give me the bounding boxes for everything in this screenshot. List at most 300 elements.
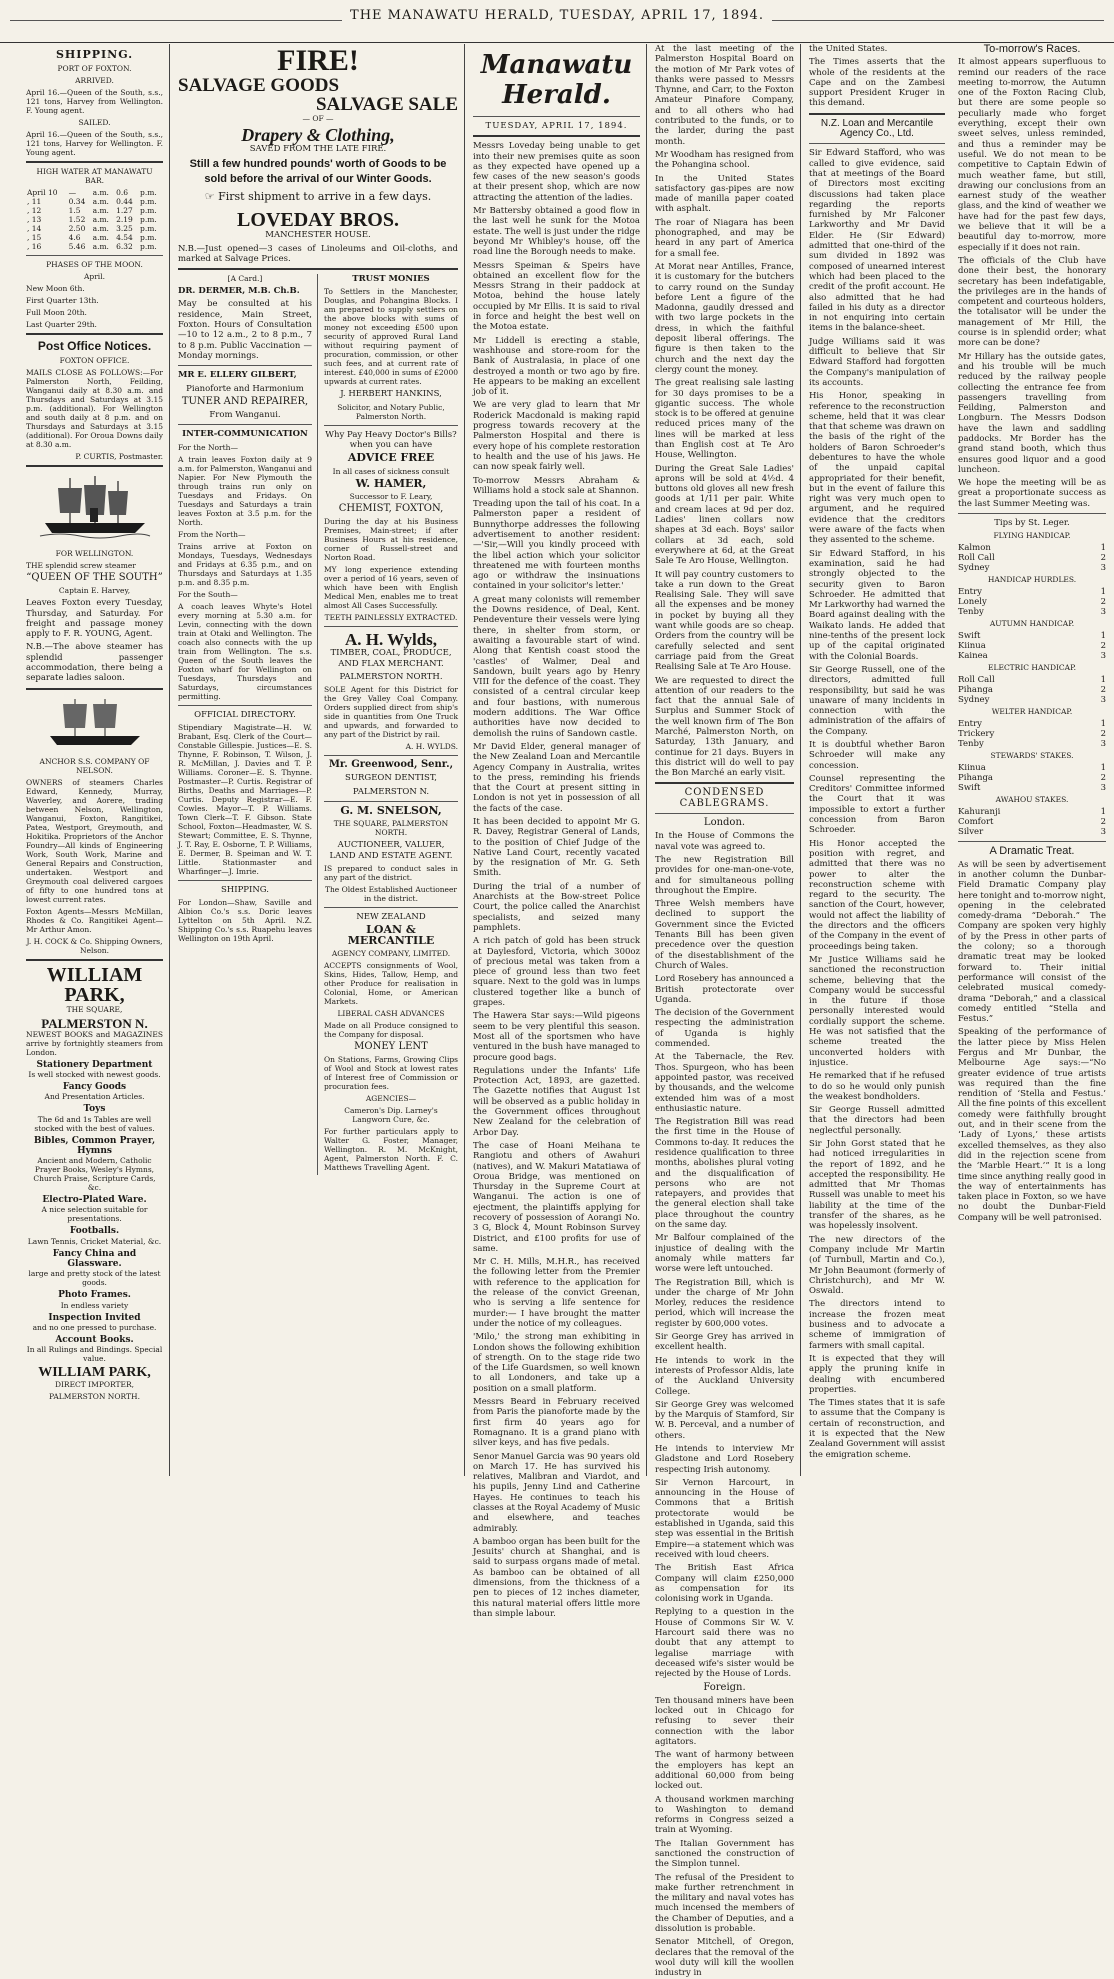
po-title: Post Office Notices. <box>37 339 152 353</box>
saved-text: SAVED FROM THE LATE FIRE. <box>249 144 387 154</box>
article-paragraph: the United States. <box>809 44 888 54</box>
news-paragraphs <box>473 141 640 1619</box>
sole-text: SOLE Agent for this District for the Grey Valley Coal Company. Orders supplied direct from ship's side in quantities from One Truck and upwards, and forwarded to any part of the District by rail. <box>324 685 458 740</box>
dermer-text: May be consulted at his residence, Main Street, Foxton. Hours of Consultation—10 to 12 a.m., 2 to 8 p.m., 7 to 8 p.m. Public Vaccination — Monday mornings. <box>178 299 312 361</box>
tips-heading: Tips by St. Leger. <box>994 518 1070 529</box>
steamer-intro: THE splendid screw steamer <box>26 561 136 570</box>
article-paragraph: A thousand workmen marching to Washington to demand reforms in Congress seized a train at Wyoming. <box>655 1794 794 1836</box>
tuner-heading: TUNER AND REPAIRER, <box>181 395 309 407</box>
wp-item-heading: Bibles, Common Prayer, Hymns <box>33 1135 156 1156</box>
tip-horse: Silver <box>958 827 984 838</box>
wp-item-text: A nice selection suitable for presentations. <box>41 1205 148 1224</box>
tip-place: 3 <box>1100 607 1106 618</box>
newspaper-title: Manawatu Herald. <box>480 50 633 110</box>
wp-item-text: The 6d and 1s Tables are well stocked with the best of values. <box>34 1114 155 1133</box>
tide-cell: 0.34 <box>68 197 86 206</box>
cable-heading: CONDENSED CABLEGRAMS. <box>679 787 770 809</box>
auctioneer-text: AUCTIONEER, VALUER, LAND AND ESTATE AGENT. <box>329 840 453 861</box>
tip-horse: Sydney <box>958 695 990 706</box>
article-paragraph: We hope the meeting will be as great a proportionate success as the last Summer Meeting was. <box>958 478 1106 509</box>
article-paragraph: The Registration Bill, which is under the charge of Mr John Morley, reduces the residence period, which will increase the register by 600,000 votes. <box>655 1277 794 1329</box>
wp-town: PALMERSTON N. <box>41 1015 148 1031</box>
tide-row <box>26 197 163 206</box>
tip-row <box>958 543 1106 553</box>
divider <box>324 907 458 908</box>
port-heading: PORT OF FOXTON. <box>57 64 132 73</box>
advice-heading: ADVICE FREE <box>347 451 435 465</box>
palmerston-heading: PALMERSTON NORTH. <box>339 671 443 682</box>
loan-heading: LOAN & MERCANTILE <box>347 923 435 947</box>
article-paragraph: The Times asserts that the whole of the residents at the Cape and on the Zambesi support President Kruger in this demand. <box>809 57 945 109</box>
divider <box>26 465 163 467</box>
palmerston-n: PALMERSTON N. <box>352 786 430 797</box>
tip-place: 3 <box>1100 783 1106 794</box>
tip-horse: Tenby <box>958 739 984 750</box>
article-paragraph: The Times states that it is safe to assume that the Company is certain of reconstruction, and it is expected that the New Zealand Government will assist the emigration scheme. <box>809 1398 945 1460</box>
tip-place: 3 <box>1100 827 1106 838</box>
tide-cell: 3.25 <box>116 224 133 233</box>
divider <box>324 801 458 802</box>
tide-cell: , 14 <box>27 224 42 233</box>
article-paragraph: The British East Africa Company will claim £250,000 as compensation for its colonising work in Uganda. <box>655 1563 794 1605</box>
issue-date: TUESDAY, APRIL 17, 1894. <box>485 121 628 131</box>
article-paragraph: Messrs Speiman & Speirs have obtained an excellent flow for the Messrs Strang in their paddock at Motoa, behind the house lately occupied by Mr Ellis. It is said to rival in force and height the best well on the Motoa estate. <box>473 260 640 333</box>
divider <box>26 161 163 163</box>
article-paragraph: The new directors of the Company include Mr Martin (of Turnbull, Martin and Co.), Mr John Beaumont (formerly of Christchurch), and Mr W. Oswald. <box>809 1234 945 1297</box>
news-paragraphs <box>655 44 794 778</box>
surgeon-text: SURGEON DENTIST, <box>345 773 437 784</box>
tip-row <box>958 695 1106 705</box>
tip-horse: Sydney <box>958 563 990 574</box>
tip-horse: Kalmon <box>958 543 991 554</box>
article-paragraph: Sir Vernon Harcourt, in announcing in the House of Commons that a British protectorate would be established in Uganda, said this step was essential in the British Empire—a statement which was received with loud cheers. <box>655 1477 794 1560</box>
tide-cell: , 13 <box>27 215 42 224</box>
shipping-title: SHIPPING. <box>55 48 134 61</box>
cases-text: In all cases of sickness consult <box>332 466 450 476</box>
divider <box>178 880 312 881</box>
tip-horse: Comfort <box>958 817 994 828</box>
tide-cell: , 16 <box>27 242 42 251</box>
moon-line: New Moon 6th. <box>26 284 85 293</box>
tide-cell: p.m. <box>140 197 157 206</box>
trust-heading: TRUST MONIES <box>352 274 430 285</box>
gilbert-text: Pianoforte and Harmonium <box>186 383 304 394</box>
manchester-house: MANCHESTER HOUSE. <box>265 230 371 241</box>
tip-horse: Roll Call <box>958 675 995 686</box>
moon-line: First Quarter 13th. <box>26 296 99 305</box>
article-paragraph: Treading upon the tail of his coat. In a Palmerston paper a resident of Bunnythorpe addresses the following advertisement to another resident:—'Sir,—Will you kindly proceed with the libel action which your solicitor threatened me with fourteen months ago or withdraw the insinuations contained in your solicitor's letter.' <box>473 499 640 592</box>
liberal-heading: LIBERAL CASH ADVANCES <box>337 1008 445 1018</box>
races-heading: To-morrow's Races. <box>983 43 1081 55</box>
north-text: A train leaves Foxton daily at 9 a.m. for Palmerston, Wanganui and Napier. For New Plymouth the through trains run only on Tuesdays and Fridays. On Tuesdays and Saturdays a train leaves Foxton at 3.5 p.m. for the North. <box>178 454 312 527</box>
article-paragraph: His Honor, speaking in reference to the reconstruction scheme, held that it was clear that that scheme was drawn on the basis of the right of the holders of Baron Schroeder's debentures to have the whole of the unpaid capital appropriated for their benefit, but in the event of failure this right was very much open to argument, and he required evidence that the creditors were aware of the facts when they assented to the scheme. <box>809 391 945 546</box>
hankins-sub: Solicitor, and Notary Public, Palmerston North. <box>337 402 445 421</box>
tide-cell: 4.6 <box>68 233 81 242</box>
divider <box>324 755 458 756</box>
divider <box>473 135 640 137</box>
article-paragraph: It is doubtful whether Baron Schroeder will make any concession. <box>809 740 945 771</box>
wp-item-heading: Footballs. <box>69 1226 120 1237</box>
article-paragraph: Judge Williams said it was difficult to believe that Sir Edward Stafford had forgotten the Company's manipulation of its accounts. <box>809 336 945 388</box>
article-paragraph: At the last meeting of the Palmerston Hospital Board on the motion of Mr Park votes of thanks were passed to Messrs Thynne, and Carr, to the Foxton Amateur Pinafore Company, and to all others who had contributed to the funds, or to the larder, during the past month. <box>655 44 794 147</box>
nb-text: N.B.—Just opened—3 cases of Linoleums and Oil-cloths, and marked at Salvage Prices. <box>178 243 458 264</box>
nz-loan-heading: N.Z. Loan and Mercantile Agency Co., Ltd. <box>820 117 934 140</box>
column-2 <box>172 44 465 1476</box>
tide-row <box>26 224 163 233</box>
tide-cell: a.m. <box>92 233 109 242</box>
tide-cell: 1.5 <box>68 206 81 215</box>
tide-cell: a.m. <box>92 188 109 197</box>
tide-cell: 1.27 <box>116 206 133 215</box>
article-paragraph: In the United States satisfactory gas-pipes are now made of manilla paper coated with asphalt. <box>655 173 794 215</box>
article-paragraph: Messrs Beard in February received from Paris the pianoforte made by the first firm 40 years ago for Romagnano. It is a grand piano with silver keys, and has five pedals. <box>473 1397 640 1449</box>
tip-row <box>958 631 1106 641</box>
divider <box>26 688 163 690</box>
tip-place: 1 <box>1100 675 1106 686</box>
tide-cell: p.m. <box>140 206 157 215</box>
column-3 <box>467 44 647 1619</box>
tip-race-name: WELTER HANDICAP. <box>991 707 1073 717</box>
greenwood-heading: Mr. Greenwood, Senr., <box>328 759 454 771</box>
masthead-title-text: THE MANAWATU HERALD, TUESDAY, APRIL 17, 1894. <box>342 8 772 23</box>
article-paragraph: The directors intend to increase the frozen meat business and to advocate a scheme of immigration of farmers with small capital. <box>809 1299 945 1351</box>
divider <box>178 424 312 425</box>
foreign-heading: Foreign. <box>703 1681 746 1693</box>
masthead <box>0 0 1114 43</box>
article-paragraph: Sir Edward Stafford, who was called to give evidence, said that at meetings of the Board of Directors most exciting discussions had taken place regarding the reports furnished by Mr Falconer Larkworthy and Mr David Elder. He (Sir Edward) admitted that one-third of the sum divided in 1892 was composed of unearned interest which had been placed to the credit of the profit account. He also admitted that he had failed in his duty as a director in not enquiring into certain items in the balance-sheet. <box>809 148 945 334</box>
tip-place: 2 <box>1100 597 1106 608</box>
tide-cell: 2.19 <box>116 215 133 224</box>
article-paragraph: A rich patch of gold has been struck at Daylesford, Victoria, which 300oz of precious metal was taken from a piece of ground less than two feet square. Next to the gold was in lumps clustered together like a bunch of grapes. <box>473 936 640 1009</box>
nz-heading: NEW ZEALAND <box>356 911 426 922</box>
article-paragraph: Three Welsh members have declined to support the Government since the Evicted Tenants Bill has been given precedence over the question of the disestablishment of the Church of Wales. <box>655 899 794 971</box>
tip-horse: Roll Call <box>958 553 995 564</box>
nz-loan-paragraphs <box>809 148 945 1460</box>
divider <box>809 113 945 115</box>
is-prepared-text: IS prepared to conduct sales in any part of the district. <box>324 863 458 882</box>
divider <box>26 333 163 335</box>
two-column-ads <box>178 274 458 1175</box>
timber-text: TIMBER, COAL, PRODUCE, AND FLAX MERCHANT. <box>330 648 452 669</box>
tip-horse: Pihanga <box>958 773 993 784</box>
article-paragraph: In the House of Commons the naval vote was agreed to. <box>655 831 794 852</box>
still-text: Still a few hundred pounds' worth of Goods to be sold before the arrival of our Winter Goods. <box>189 158 447 186</box>
tip-row <box>958 783 1106 793</box>
first-shipment-text: First shipment to arrive in a few days. <box>218 190 432 204</box>
article-paragraph: The case of Hoani Meihana te Rangiotu and others of Awahuri (natives), and W. Makuri Matatiawa of Oroua Bridge, was mentioned on Thursday in the Supreme Court at Wanganui. The action is one of ejectment, the plaintiffs applying for recovery of possession of Aorangi No. 3 G, Block 4, Mount Robinson Survey District, and £100 profits for use of same. <box>473 1140 640 1254</box>
card-label: [A Card.] <box>227 274 263 284</box>
wp-footer-town: PALMERSTON NORTH. <box>49 1392 140 1402</box>
from-wanganui: From Wanganui. <box>209 410 281 421</box>
treat-paragraphs <box>958 860 1106 1223</box>
tip-row <box>958 827 1106 837</box>
arrived-label: ARRIVED. <box>75 76 114 85</box>
article-paragraph: Counsel representing the Creditors' Committee informed the Court that it was impossible to extort a further concession from Baron Schroeder. <box>809 773 945 836</box>
tide-cell: a.m. <box>92 197 109 206</box>
south-text: A coach leaves Whyte's Hotel every morning at 5.30 a.m. for Levin, connecting with the down train at Otaki and Wellington. The coach also connects with the up train from Wellington. The s.s. Queen of the South leaves the Foxton wharf for Wellington on Tuesdays, Thursdays and Saturdays, circumstances permitting. <box>178 601 312 701</box>
tide-cell: — <box>68 188 77 197</box>
article-paragraph: As will be seen by advertisement in another column the Dunbar-Field Dramatic Company play here tonight and to-morrow night, opening in the celebrated comedy-drama “Deborah.” The Company are spoken very highly of by the Press in other parts of the colony; so a thorough dramatic treat may be looked forward to. Their initial performance will consist of the celebrated musical comedy-drama “Deborah,” and a classical comedy entitled “Stella and Festus.” <box>958 859 1106 1025</box>
tip-row <box>958 597 1106 607</box>
agencies-text: Cameron's Dip. Larney's Langworn Cure, &c. <box>344 1106 438 1125</box>
tide-cell: p.m. <box>140 188 157 197</box>
foreign-paragraphs <box>655 1696 794 1979</box>
divider <box>655 813 794 814</box>
tip-place: 1 <box>1100 587 1106 598</box>
tide-row <box>26 242 163 251</box>
first-shipment <box>178 190 458 204</box>
wp-text: NEWEST BOOKS and MAGAZINES arrive by fortnightly steamers from London. <box>26 1029 163 1057</box>
chemist-text: During the day at his Business Premises, Main-street; if after Business Hours at his residence, corner of Russell-street and Norton Road. <box>324 517 458 563</box>
po-text: MAILS CLOSE AS FOLLOWS:—For Palmerston North, Feilding, Wanganui daily at 8.30 a.m. and Thursdays and Saturdays at 3.15 p.m. (additional). For Wellington and south daily at 8 p.m. and on Thursdays and Saturdays at 3.15 (additional). For Oroua Downs daily at 8.30 a.m. <box>26 368 163 449</box>
article-paragraph: The great realising sale lasting for 30 days promises to be a gigantic success. The whole stock is to be offered at genuine reduced prices many of the lines will be marked at less than English cost at Te Aro House, Wellington. <box>655 378 794 461</box>
article-paragraph: He remarked that if he refused to do so he would only punish the weakest bondholders. <box>809 1071 945 1102</box>
tide-cell: 0.44 <box>116 197 133 206</box>
salvage-goods: SALVAGE GOODS <box>178 75 340 96</box>
tide-cell: a.m. <box>92 206 109 215</box>
tip-horse: Entry <box>958 719 982 730</box>
arrived-text: April 16.—Queen of the South, s.s., 121 tons, Harvey from Wellington. F. Young agent. <box>26 88 163 115</box>
wp-item-text: large and pretty stock of the latest goods. <box>28 1269 161 1288</box>
wp-item-heading: Account Books. <box>55 1334 134 1345</box>
wylds-signature: A. H. WYLDS. <box>405 742 458 752</box>
article-paragraph: Mr Justice Williams said he sanctioned the reconstruction scheme, believing that the Company would be successful in the future if those personally interested would cordially support the scheme. He was not satisfied that the scheme treated the unconverted holders with injustice. <box>809 954 945 1068</box>
inter-heading: INTER-COMMUNICATION <box>182 429 308 440</box>
tip-horse: Kiinua <box>958 763 986 774</box>
article-paragraph: To-morrow Messrs Abraham & Williams hold a stock sale at Shannon. <box>473 475 640 496</box>
tip-row <box>958 817 1106 827</box>
tide-cell: a.m. <box>92 215 109 224</box>
further-text: For further particulars apply to Walter G. Foster, Manager, Wellington. R. M. McKnight, Agent, Palmerston North. F. C. Matthews Travelling Agent. <box>324 1127 458 1173</box>
for-north-label: For the North— <box>178 442 238 452</box>
divider <box>473 116 640 117</box>
tip-horse: Tenby <box>958 607 984 618</box>
tip-row <box>958 685 1106 695</box>
dermer-heading: DR. DERMER, M.B. Ch.B. <box>178 286 300 297</box>
tip-horse: Pihanga <box>958 685 993 696</box>
wp-item-text: In all Rulings and Bindings. Special value. <box>26 1345 163 1364</box>
column-5 <box>803 44 951 1476</box>
agencies-heading: AGENCIES— <box>365 1094 417 1104</box>
divider <box>655 782 794 784</box>
tip-horse: Lonely <box>958 597 987 608</box>
tide-table <box>26 188 163 251</box>
races-paragraphs <box>958 57 1106 509</box>
tide-cell: , 12 <box>27 206 42 215</box>
masthead-title <box>0 8 1114 23</box>
london-heading: London. <box>703 817 746 829</box>
tip-horse: Kiinua <box>958 641 986 652</box>
tide-cell: 4.54 <box>116 233 133 242</box>
column-4 <box>649 44 801 1979</box>
tip-row <box>958 729 1106 739</box>
wp-item-text: Is well stocked with newest goods. <box>28 1069 161 1079</box>
tip-row <box>958 641 1106 651</box>
london-text: For London—Shaw, Saville and Albion Co.'s s.s. Doric leaves Lyttelton on 5th April. N.Z. Shipping Co.'s s.s. Ruapehu leaves Wellington on 19th April. <box>178 898 312 944</box>
drapery-heading: Drapery & Clothing, <box>241 125 395 145</box>
article-paragraph: During the trial of a number of Anarchists at the Bow-street Police Court, the police called the Anarchist specialists, and seized many pamphlets. <box>473 881 640 933</box>
tip-horse: Kainea <box>958 651 988 662</box>
tip-race-name: AWAHOU STAKES. <box>995 795 1069 805</box>
article-paragraph: Sir George Russell admitted that the directors had been neglectful personally. <box>809 1105 945 1136</box>
why-text: Why Pay Heavy Doctor's Bills? when you can have <box>325 429 457 451</box>
made-text: Made on all Produce consigned to the Company for disposal. <box>324 1020 458 1039</box>
wp-item-text: Lawn Tennis, Cricket Material, &c. <box>27 1236 162 1246</box>
divider <box>26 959 163 961</box>
tide-title: HIGH WATER AT MANAWATU BAR. <box>36 167 153 185</box>
wp-item-text: and no one pressed to purchase. <box>32 1322 157 1332</box>
wp-item-heading: Inspection Invited <box>48 1312 141 1323</box>
pointing-hand-icon: ☞ <box>204 190 219 204</box>
anchor-text: OWNERS of steamers Charles Edward, Kennedy, Murray, Waverley, and Aorere, trading between Nelson, Wellington, Wanganui, Foxton, Rangitikei, Patea, Westport, Greymouth, and Hokitika. Proprietors of the Anchor Foundry—All kinds of Engineering Work, South Work, Marine and General Repairs and Construction, undertaken. Westport and Greymouth coal delivered cargoes of fifty to one hundred tons at lowest current rates. <box>26 777 163 904</box>
tide-cell: 5.46 <box>68 242 86 251</box>
article-paragraph: The Registration Bill was read the first time in the House of Commons to-day. It reduces the residence qualification to three months, abolishes plural voting and the disqualification of persons who are not ratepayers, and provides that the general election shall take place throughout the country on the same day. <box>655 1117 794 1231</box>
tip-place: 1 <box>1100 763 1106 774</box>
tip-horse: Swift <box>958 631 981 642</box>
article-paragraph: The new Registration Bill provides for one-man-one-vote, and for simultaneous polling throughout the Empire. <box>655 854 794 896</box>
loan-sub: AGENCY COMPANY, LIMITED. <box>331 948 451 958</box>
tip-race-name: ELECTRIC HANDICAP. <box>988 663 1076 673</box>
for-wellington: FOR WELLINGTON. <box>55 549 134 558</box>
article-paragraph: He intends to interview Mr Gladstone and Lord Rosebery respecting Irish autonomy. <box>655 1444 794 1475</box>
right-ads <box>324 274 458 1175</box>
divider <box>958 513 1106 514</box>
article-paragraph: 'Milo,' the strong man exhibiting in London shows the following exhibition of strength. On to the stage ride two of the Life Guardsmen, so well known to all Londoners, and take up a position on a small platform. <box>473 1332 640 1394</box>
po-signature: P. CURTIS, Postmaster. <box>75 452 163 461</box>
article-paragraph: Sir George Grey was welcomed by the Marquis of Stamford, Sir W. B. Perceval, and a number of others. <box>655 1399 794 1441</box>
article-paragraph: Sir Edward Stafford, in his examination, said he had strongly objected to the security given to Baron Schroeder. He admitted that Mr Larkworthy had warned the Board against dealing with the Waikato lands. He added that nine-tenths of the present lock up of the capital originated with the Colonial Boards. <box>809 548 945 662</box>
article-paragraph: It is expected that they will apply the pruning knife in dealing with encumbered properties. <box>809 1353 945 1395</box>
salvage-sale: SALVAGE SALE <box>315 94 458 115</box>
steamer-text: Leaves Foxton every Tuesday, Thursday, and Saturday. For freight and passage money apply to F. R. YOUNG, Agent. <box>26 598 163 640</box>
wp-footer-name: WILLIAM PARK, <box>38 1365 151 1381</box>
anchor-signature: J. H. COCK & Co. Shipping Owners, Nelson. <box>26 936 163 955</box>
article-paragraph: Sir George Russell, one of the directors, admitted full responsibility, but said he was unaware of many incidents in connection with the administration of the affairs of the Company. <box>809 664 945 737</box>
tip-row <box>958 651 1106 661</box>
tide-cell: 1.52 <box>68 215 86 224</box>
gilbert-heading: MR E. ELLERY GILBERT, <box>178 370 297 381</box>
wp-item-text: And Presentation Articles. <box>44 1092 145 1102</box>
article-paragraph: It will pay country customers to take a run down to the Great Realising Sale. They will save all the expenses and be money in pocket by buying all they want while goods are so cheap. Orders from the country will be carefully selected and sent carriage paid from the Great Realising Sale at Te Aro House. <box>655 569 794 673</box>
article-paragraph: Mr David Elder, general manager of the New Zealand Loan and Mercantile Agency Company in Australia, writes to the press, reminding his friends that the Court at present sitting in London is not yet in possession of all the facts of the case. <box>473 741 640 814</box>
snelson-sub: THE SQUARE, PALMERSTON NORTH. <box>333 819 449 838</box>
tip-row <box>958 807 1106 817</box>
wp-item-heading: Electro-Plated Ware. <box>42 1195 147 1206</box>
london-paragraphs <box>655 831 794 1679</box>
po-sub: FOXTON OFFICE. <box>59 356 130 365</box>
article-paragraph: Replying to a question in the House of Commons Sir W. V. Harcourt said there was no doubt that any attempt to legalise marriage with deceased wife's sister would be rejected by the House of Lords. <box>655 1607 794 1680</box>
tide-cell: , 15 <box>27 233 42 242</box>
article-paragraph: The roar of Niagara has been phonographed, and may be heard in any part of America for a small fee. <box>655 217 794 259</box>
money-heading: MONEY LENT <box>354 1040 428 1052</box>
tide-row <box>26 215 163 224</box>
column-1 <box>20 44 170 1476</box>
article-paragraph: Sir John Gorst stated that he had noticed irregularities in the report of 1892, and he accepted the responsibility. He admitted that Mr Thomas Russell was unable to meet his liability at the time of the transfer of the shares, as he was hopelessly insolvent. <box>809 1138 945 1232</box>
loveday-heading: LOVEDAY BROS. <box>237 209 399 232</box>
sailed-text: April 16.—Queen of the South, s.s., 121 tons, Harvey for Wellington. F. Young agent. <box>26 130 163 157</box>
treat-heading: A Dramatic Treat. <box>989 845 1075 858</box>
tip-place: 1 <box>1100 807 1106 818</box>
article-paragraph: The Hawera Star says:—Wild pigeons seem to be very plentiful this season. Most all of the sportsmen who have ventured in the bush have managed to procure good bags. <box>473 1011 640 1063</box>
moon-title: PHASES OF THE MOON. <box>46 260 143 269</box>
chemist-heading: CHEMIST, FOXTON, <box>338 502 444 514</box>
article-paragraph: Mr Balfour complained of the injustice of dealing with the anomaly while matters far worse were left untouched. <box>655 1233 794 1275</box>
tip-race-name: STEWARDS' STAKES. <box>990 751 1074 761</box>
article-paragraph: Mr Liddell is erecting a stable, washhouse and store-room for the Bank of Australasia, in place of one destroyed a month or two ago by fire. He appears to be making an excellent job of it. <box>473 335 640 398</box>
article-paragraph: Mr Hillary has the outside gates, and his trouble will be much reduced by the railway people collecting the entrance fee from passengers travelling from Feilding, Palmerston and Longburn. The Messrs Dodson have the lawn and saddling paddocks. Mr Border has the grand stand booth, which thus ensures good liquor and a good luncheon. <box>958 351 1106 475</box>
captain: Captain E. Harvey, <box>58 586 131 596</box>
article-paragraph: Ten thousand miners have been locked out in Chicago for refusing to sever their connection with the labor agitators. <box>655 1695 794 1748</box>
tide-cell: p.m. <box>140 242 157 251</box>
tide-cell: p.m. <box>140 224 157 233</box>
article-paragraph: It has been decided to appoint Mr G. R. Davey, Registrar General of Lands, to the position of Chief Judge of the Native Land Court, recently vacated by the resignation of Mr. G. Seth Smith. <box>473 817 640 879</box>
tip-row <box>958 587 1106 597</box>
article-paragraph: A great many colonists will remember the Downs residence, of Deal, Kent. Pendeventure their vessels were lying there, in shelter from storm, or awaiting a favourable start of wind. Along that Kentish coast stood the 'castles' of Walmer, Deal and Sandown, built years ago by Henry VIII for the defence of the coast. They consisted of a central circular keep and four bastions, with numerous modern additions. The War Office authorities have now decided to demolish the ruins of Sandown castle. <box>473 594 640 739</box>
tip-horse: Kahuranji <box>958 807 1001 818</box>
snelson-heading: G. M. SNELSON, <box>340 804 442 818</box>
news-paragraphs <box>809 44 945 109</box>
divider <box>178 705 312 706</box>
tide-cell: 6.32 <box>116 242 133 251</box>
tide-cell: April 10 <box>27 188 58 197</box>
steamship-icon <box>40 473 150 543</box>
tip-place: 2 <box>1100 817 1106 828</box>
wp-item-text: Ancient and Modern, Catholic Prayer Books, Wesley's Hymns, Church Praise, Scripture Cards, &c. <box>33 1156 156 1193</box>
article-paragraph: He intends to work in the interests of Professor Aldis, late of the Auckland University College. <box>655 1355 794 1397</box>
article-paragraph: Mr C. H. Mills, M.H.R., has received the following letter from the Premier with reference to the application for the release of the convict Greenan, who is serving a life sentence for murder:— I have brought the matter under the notice of my colleagues. <box>473 1257 640 1329</box>
tide-row <box>26 206 163 215</box>
article-paragraph: His Honor accepted the position with regret, and admitted that there was no power to alter the reconstruction scheme with regard to the security. The sanction of the Court, however, would not affect the liability of the directors and the officers of the Company in the event of proceedings being taken. <box>809 838 945 952</box>
tip-race-name: AUTUMN HANDICAP. <box>989 619 1075 629</box>
tip-race-name: FLYING HANDICAP. <box>993 531 1071 541</box>
trust-text: To Settlers in the Manchester, Douglas, and Pohangina Blocks. I am prepared to supply settlers on the above blocks with sums of money not exceeding £500 upon security of approved Rural Land without requiring payment of procuration, commission, or other such fees, and at current rate of interest. £40,000 in sums of £2000 upwards at current rates. <box>324 287 458 387</box>
tip-place: 2 <box>1100 553 1106 564</box>
article-paragraph: We are very glad to learn that Mr Roderick Macdonald is making rapid progress towards recovery at the Palmerston Hospital and there is every hope of his complete restoration to health and the use of his jaws. He can now speak fairly well. <box>473 400 640 473</box>
moon-line: Full Moon 20th. <box>26 308 87 317</box>
tip-horse: Trickery <box>958 729 995 740</box>
money-text: On Stations, Farms, Growing Clips of Wool and Stock at lowest rates of Interest free of Commission or procuration fees. <box>324 1055 458 1092</box>
sailed-label: SAILED. <box>78 118 111 127</box>
wp-item-heading: Photo Frames. <box>58 1290 131 1301</box>
tip-place: 2 <box>1100 773 1106 784</box>
tide-cell: 0.6 <box>116 188 129 197</box>
steamer-note: N.B.—The above steamer has splendid passenger accommodation, there being a separate ladies saloon. <box>26 642 163 684</box>
article-paragraph: At Morat near Antilles, France, it is customary for the butchers to carry round on the Sunday before Lent a figure of the Madonna, gaudily dressed and with two large pockets in the dress, in which the faithful deposit liberal offerings. The figure is then taken to the church and the next day the clergy count the money. <box>655 261 794 375</box>
article-paragraph: Messrs Loveday being unable to get into their new premises quite as soon as they expected have opened up a few cases of the new season's goods at their present shop, which are now attracting the attention of the ladies. <box>473 141 640 203</box>
article-paragraph: The refusal of the President to make further retrenchment in the military and naval votes has much incensed the members of the Chamber of Deputies, and a dissolution is probable. <box>655 1872 794 1935</box>
article-paragraph: The decision of the Government respecting the administration of Uganda is highly commended. <box>655 1008 794 1050</box>
tip-place: 3 <box>1100 651 1106 662</box>
article-paragraph: Regulations under the Infants' Life Protection Act, 1893, are gazetted. The Gazette notifies that August 1st will be observed as a public holiday in the Government offices throughout New Zealand for the celebration of Arbor Day. <box>473 1065 640 1138</box>
official-heading: OFFICIAL DIRECTORY. <box>194 709 296 720</box>
article-paragraph: It almost appears superfluous to remind our readers of the race meeting to-morrow, the Autumn one of the Foxton Racing Club, but there are some people so peculiarly made who forget everything, except their own sweet selves, unless reminded, and thus a reminder may be useful. We do not mean to be competitive to Captain Edwin of much weather fame, but still, drawing our conclusions from an earnest study of the weather glass, and the kind of weather we have had for the past few days, we believe that it will be a beautiful day to-morrow, more especially if it does not rain. <box>958 57 1106 253</box>
tip-place: 1 <box>1100 631 1106 642</box>
divider <box>178 268 458 270</box>
teeth-text: TEETH PAINLESSLY EXTRACTED. <box>324 613 458 623</box>
wp-title: WILLIAM PARK, <box>46 963 143 1006</box>
tip-row <box>958 675 1106 685</box>
tip-race-name: HANDICAP HURDLES. <box>987 575 1077 585</box>
wp-item-text: In endless variety <box>60 1300 129 1310</box>
article-paragraph: Senor Manuel Garcia was 90 years old on March 17. He has survived his relatives, Malibran and Viardot, and his pupils, Jenny Lind and Catherine Hayes. He continues to teach his classes at the Royal Academy of Music and elsewhere, and teaches admirably. <box>473 1451 640 1534</box>
anchor-title: ANCHOR S.S. COMPANY OF NELSON. <box>39 756 150 775</box>
tip-row <box>958 607 1106 617</box>
tip-place: 3 <box>1100 563 1106 574</box>
divider <box>324 626 458 627</box>
article-paragraph: At the Tabernacle, the Rev. Thos. Spurgeon, who has been appointed pastor, was received by thousands, and the welcome extended him was of a most enthusiastic nature. <box>655 1052 794 1114</box>
tide-cell: a.m. <box>92 224 109 233</box>
article-paragraph: The Italian Government has sanctioned the construction of the Simplon tunnel. <box>655 1838 794 1870</box>
